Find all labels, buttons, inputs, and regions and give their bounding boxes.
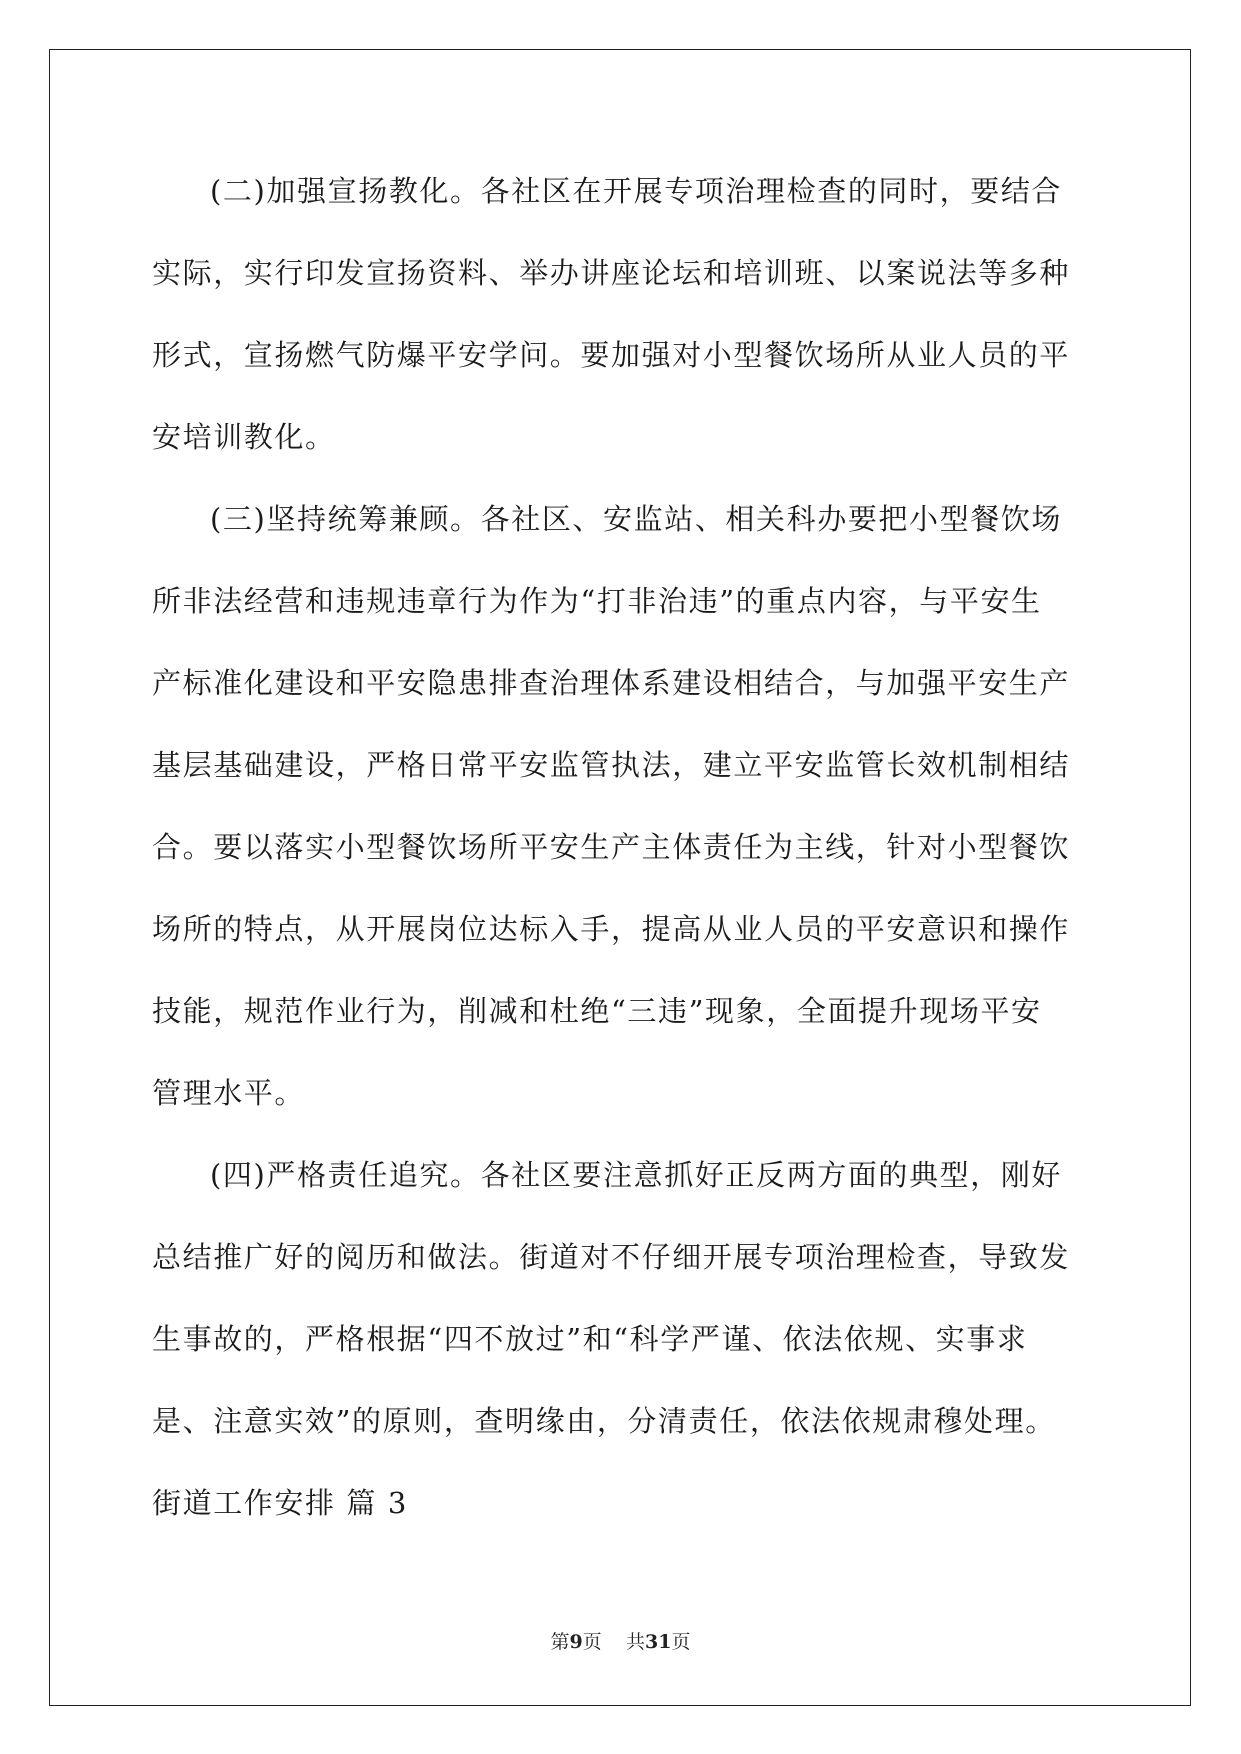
footer-total-prefix: 共 (625, 1631, 645, 1653)
paragraph-line: 生事故的，严格根据“四不放过”和“科学严谨、依法依规、实事求 (152, 1322, 1028, 1356)
footer-page-suffix: 页 (582, 1631, 602, 1653)
paragraph-line: (三)坚持统筹兼顾。各社区、安监站、相关科办要把小型餐饮场 (210, 502, 1063, 536)
paragraph-line: 产标准化建设和平安隐患排查治理体系建设相结合，与加强平安生产 (152, 666, 1071, 700)
page-border (49, 49, 1191, 1706)
footer-total-number: 31 (644, 1631, 672, 1653)
paragraph-line: 技能，规范作业行为，削减和杜绝“三违”现象，全面提升现场平安 (152, 994, 1042, 1028)
footer-page-number: 9 (569, 1631, 583, 1653)
footer-page-prefix: 第 (550, 1631, 570, 1653)
paragraph-line: 场所的特点，从开展岗位达标入手，提高从业人员的平安意识和操作 (152, 912, 1071, 946)
paragraph-line: 安培训教化。 (152, 420, 336, 454)
paragraph-line: (二)加强宣扬教化。各社区在开展专项治理检查的同时，要结合 (210, 174, 1063, 208)
paragraph-line: 总结推广好的阅历和做法。街道对不仔细开展专项治理检查，导致发 (152, 1240, 1071, 1274)
paragraph-line: 基层基础建设，严格日常平安监管执法，建立平安监管长效机制相结 (152, 748, 1071, 782)
paragraph-line: 管理水平。 (152, 1076, 306, 1110)
paragraph-line: 形式，宣扬燃气防爆平安学问。要加强对小型餐饮场所从业人员的平 (152, 338, 1071, 372)
paragraph-line: 是、注意实效”的原则，查明缘由，分清责任，依法依规肃穆处理。 (152, 1404, 1056, 1438)
paragraph-line: (四)严格责任追究。各社区要注意抓好正反两方面的典型，刚好 (210, 1158, 1063, 1192)
footer-total-suffix: 页 (671, 1631, 691, 1653)
paragraph-line: 合。要以落实小型餐饮场所平安生产主体责任为主线，针对小型餐饮 (152, 830, 1071, 864)
paragraph-line: 实际，实行印发宣扬资料、举办讲座论坛和培训班、以案说法等多种 (152, 256, 1071, 290)
paragraph-line: 所非法经营和违规违章行为作为“打非治违”的重点内容，与平安生 (152, 584, 1042, 618)
section-heading: 街道工作安排 篇 3 (152, 1486, 408, 1520)
page-footer (0, 1630, 1241, 1654)
